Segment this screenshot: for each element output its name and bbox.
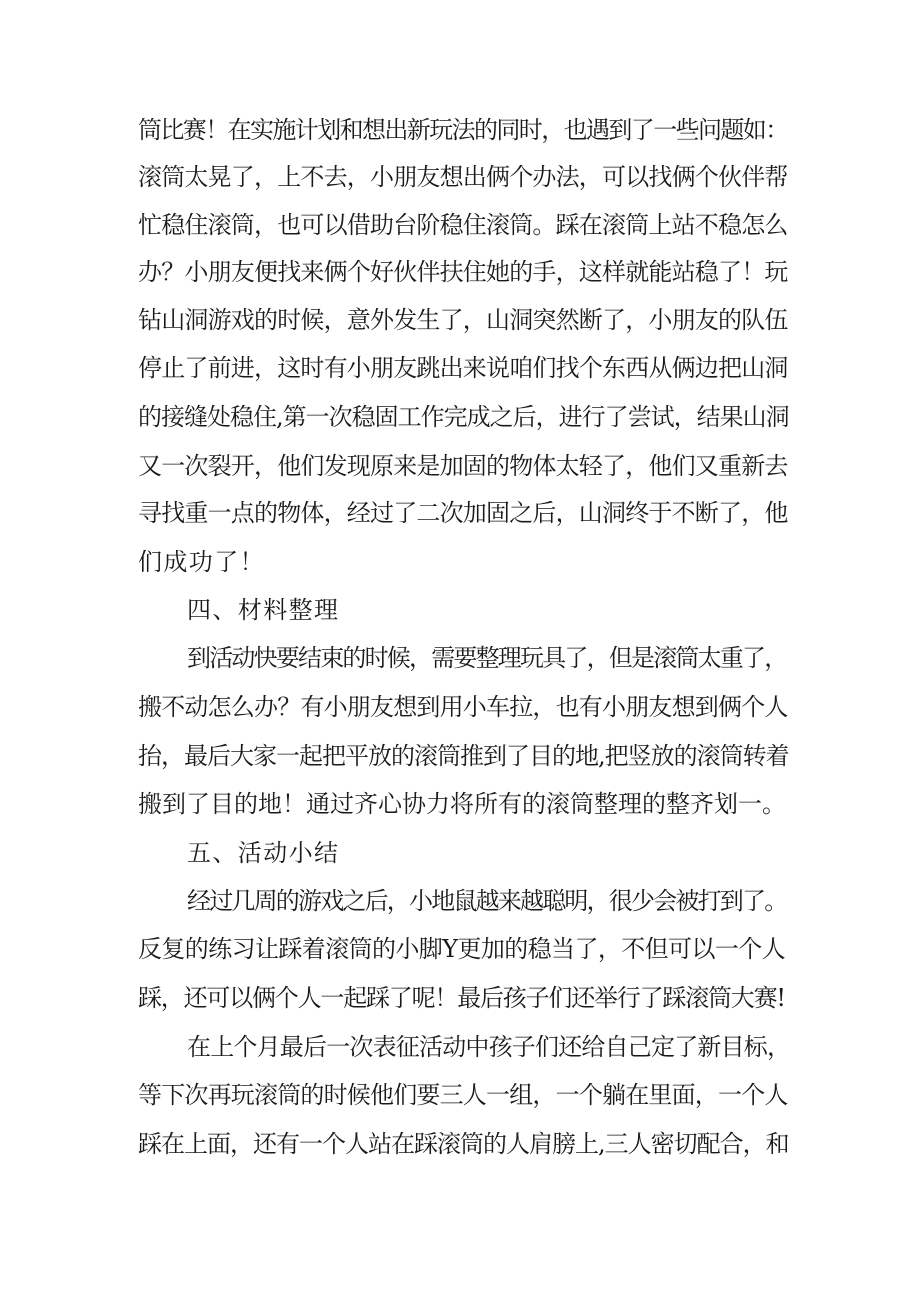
text-line: 办？小朋友便找来俩个好伙伴扶住她的手，这样就能站稳了！玩 (138, 258, 788, 286)
text-line: 踩，还可以俩个人一起踩了呢！最后孩子们还举行了踩滚筒大赛! (138, 984, 785, 1012)
text-line: 筒比赛！在实施计划和想出新玩法的同时，也遇到了一些问题如： (138, 116, 788, 144)
section-heading: 五、活动小结 (187, 839, 340, 867)
text-line: 在上个月最后一次表征活动中孩子们还给自己定了新目标， (187, 1033, 791, 1061)
text-line: 寻找重一点的物体，经过了二次加固之后，山洞终于不断了，他 (138, 499, 788, 527)
text-line: 停止了前进，这时有小朋友跳出来说咱们找个东西从俩边把山洞 (138, 354, 788, 382)
text-line: 踩在上面，还有一个人站在踩滚筒的人肩膀上,三人密切配合，和 (138, 1130, 789, 1158)
text-line: 又一次裂开，他们发现原来是加固的物体太轻了，他们又重新去 (138, 452, 788, 480)
text-line: 反复的练习让踩着滚筒的小脚Y更加的稳当了，不但可以一个人 (138, 935, 786, 963)
text-line: 们成功了！ (138, 548, 265, 576)
section-heading: 四、材料整理 (187, 596, 340, 624)
text-line: 等下次再玩滚筒的时候他们要三人一组，一个躺在里面，一个人 (138, 1081, 788, 1109)
text-line: 到活动快要结束的时候，需要整理玩具了，但是滚筒太重了， (187, 644, 787, 672)
text-line: 的接缝处稳住,第一次稳固工作完成之后，进行了尝试，结果山洞 (138, 403, 789, 431)
text-line: 经过几周的游戏之后，小地鼠越来越聪明，很少会被打到了。 (187, 887, 787, 915)
text-line: 钻山洞游戏的时候，意外发生了，山洞突然断了，小朋友的队伍 (138, 306, 788, 334)
text-line: 搬到了目的地！通过齐心协力将所有的滚筒整理的整齐划一。 (138, 790, 786, 818)
text-line: 搬不动怎么办？有小朋友想到用小车拉，也有小朋友想到俩个人 (138, 693, 788, 721)
text-line: 滚筒太晃了，上不去，小朋友想出俩个办法，可以找俩个伙伴帮 (138, 163, 788, 191)
text-line: 忙稳住滚筒，也可以借助台阶稳住滚筒。踩在滚筒上站不稳怎么 (138, 211, 788, 239)
text-line: 抬，最后大家一起把平放的滚筒推到了目的地,把竖放的滚筒转着 (138, 742, 789, 770)
